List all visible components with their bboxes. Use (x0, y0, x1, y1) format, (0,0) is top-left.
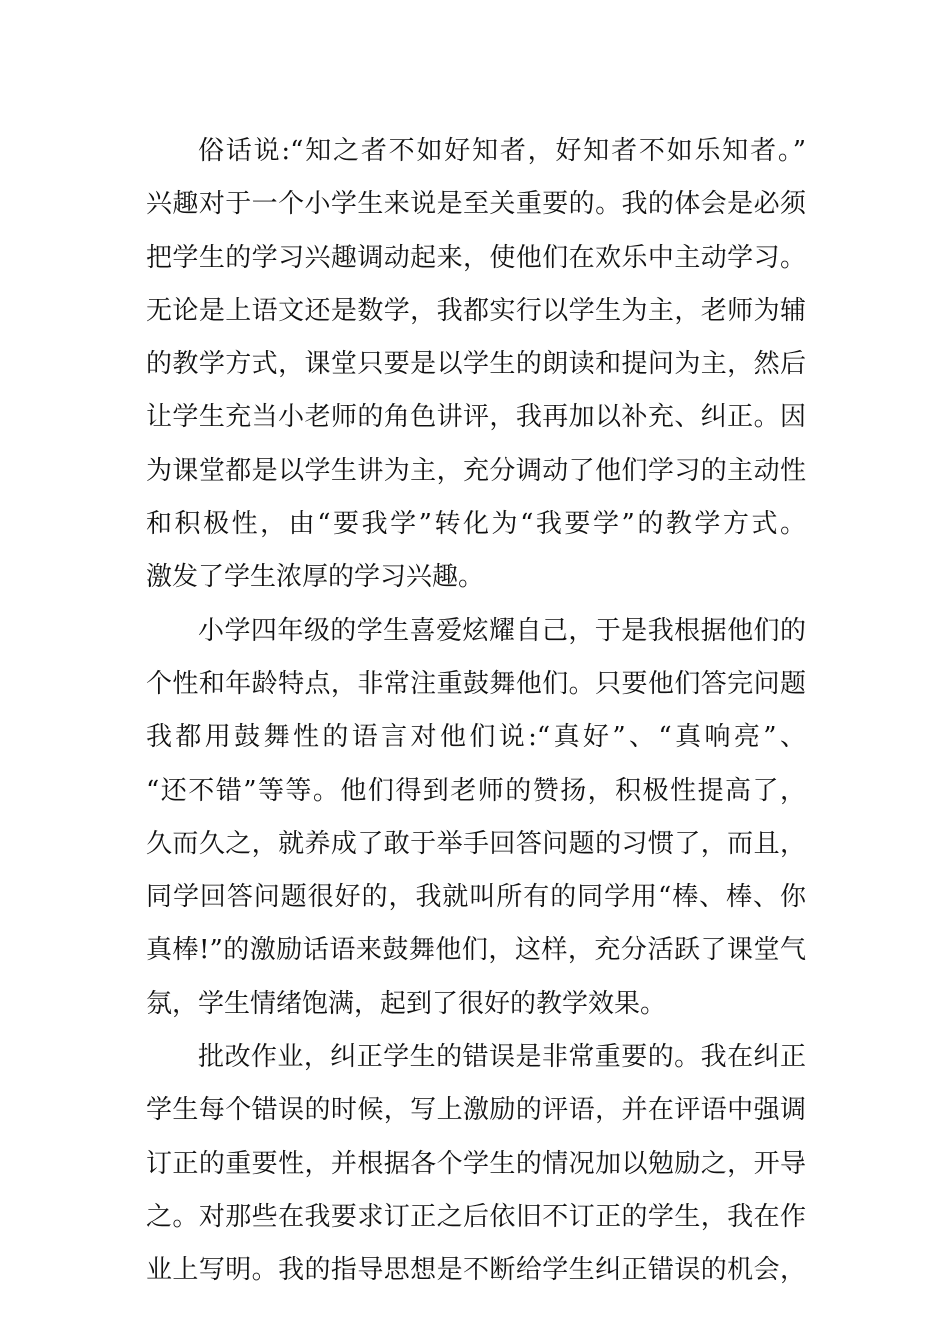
text-line: 俗话说:“知之者不如好知者，好知者不如乐知者。” (198, 136, 806, 166)
text-line: 久而久之，就养成了敢于举手回答问题的习惯了，而且， (146, 828, 806, 859)
body-text (146, 125, 806, 1298)
text-line: 兴趣对于一个小学生来说是至关重要的。我的体会是必须 (146, 189, 806, 220)
text-line: 和积极性，由“要我学”转化为“我要学”的教学方式。 (146, 509, 806, 540)
text-line: 的教学方式，课堂只要是以学生的朗读和提问为主，然后 (146, 349, 806, 380)
text-line: 之。对那些在我要求订正之后依旧不订正的学生，我在作 (146, 1201, 806, 1232)
text-line: 把学生的学习兴趣调动起来，使他们在欢乐中主动学习。 (146, 242, 806, 273)
text-line: 学生每个错误的时候，写上激励的评语，并在评语中强调 (146, 1095, 806, 1126)
text-line: 为课堂都是以学生讲为主，充分调动了他们学习的主动性 (146, 455, 806, 486)
text-line: 订正的重要性，并根据各个学生的情况加以勉励之，开导 (146, 1148, 806, 1179)
text-line: 让学生充当小老师的角色讲评，我再加以补充、纠正。因 (146, 402, 806, 433)
text-line: 同学回答问题很好的，我就叫所有的同学用“棒、棒、你 (146, 882, 806, 913)
paragraph-2 (146, 605, 806, 1031)
text-line: 批改作业，纠正学生的错误是非常重要的。我在纠正 (198, 1042, 806, 1073)
text-line: 小学四年级的学生喜爱炫耀自己，于是我根据他们的 (198, 615, 806, 646)
text-line: 无论是上语文还是数学，我都实行以学生为主，老师为辅 (146, 295, 806, 326)
text-line: 激发了学生浓厚的学习兴趣。 (146, 562, 485, 593)
text-line: 我都用鼓舞性的语言对他们说:“真好”、“真响亮”、 (146, 722, 806, 753)
paragraph-1 (146, 125, 806, 605)
text-line: 真棒!”的激励话语来鼓舞他们，这样，充分活跃了课堂气 (146, 935, 806, 966)
paragraph-3 (146, 1031, 806, 1297)
text-line: “还不错”等等。他们得到老师的赞扬，积极性提高了， (146, 775, 806, 806)
text-line: 业上写明。我的指导思想是不断给学生纠正错误的机会， (146, 1255, 806, 1286)
text-line: 氛，学生情绪饱满，起到了很好的教学效果。 (146, 988, 667, 1019)
text-line: 个性和年龄特点，非常注重鼓舞他们。只要他们答完问题 (146, 668, 806, 699)
